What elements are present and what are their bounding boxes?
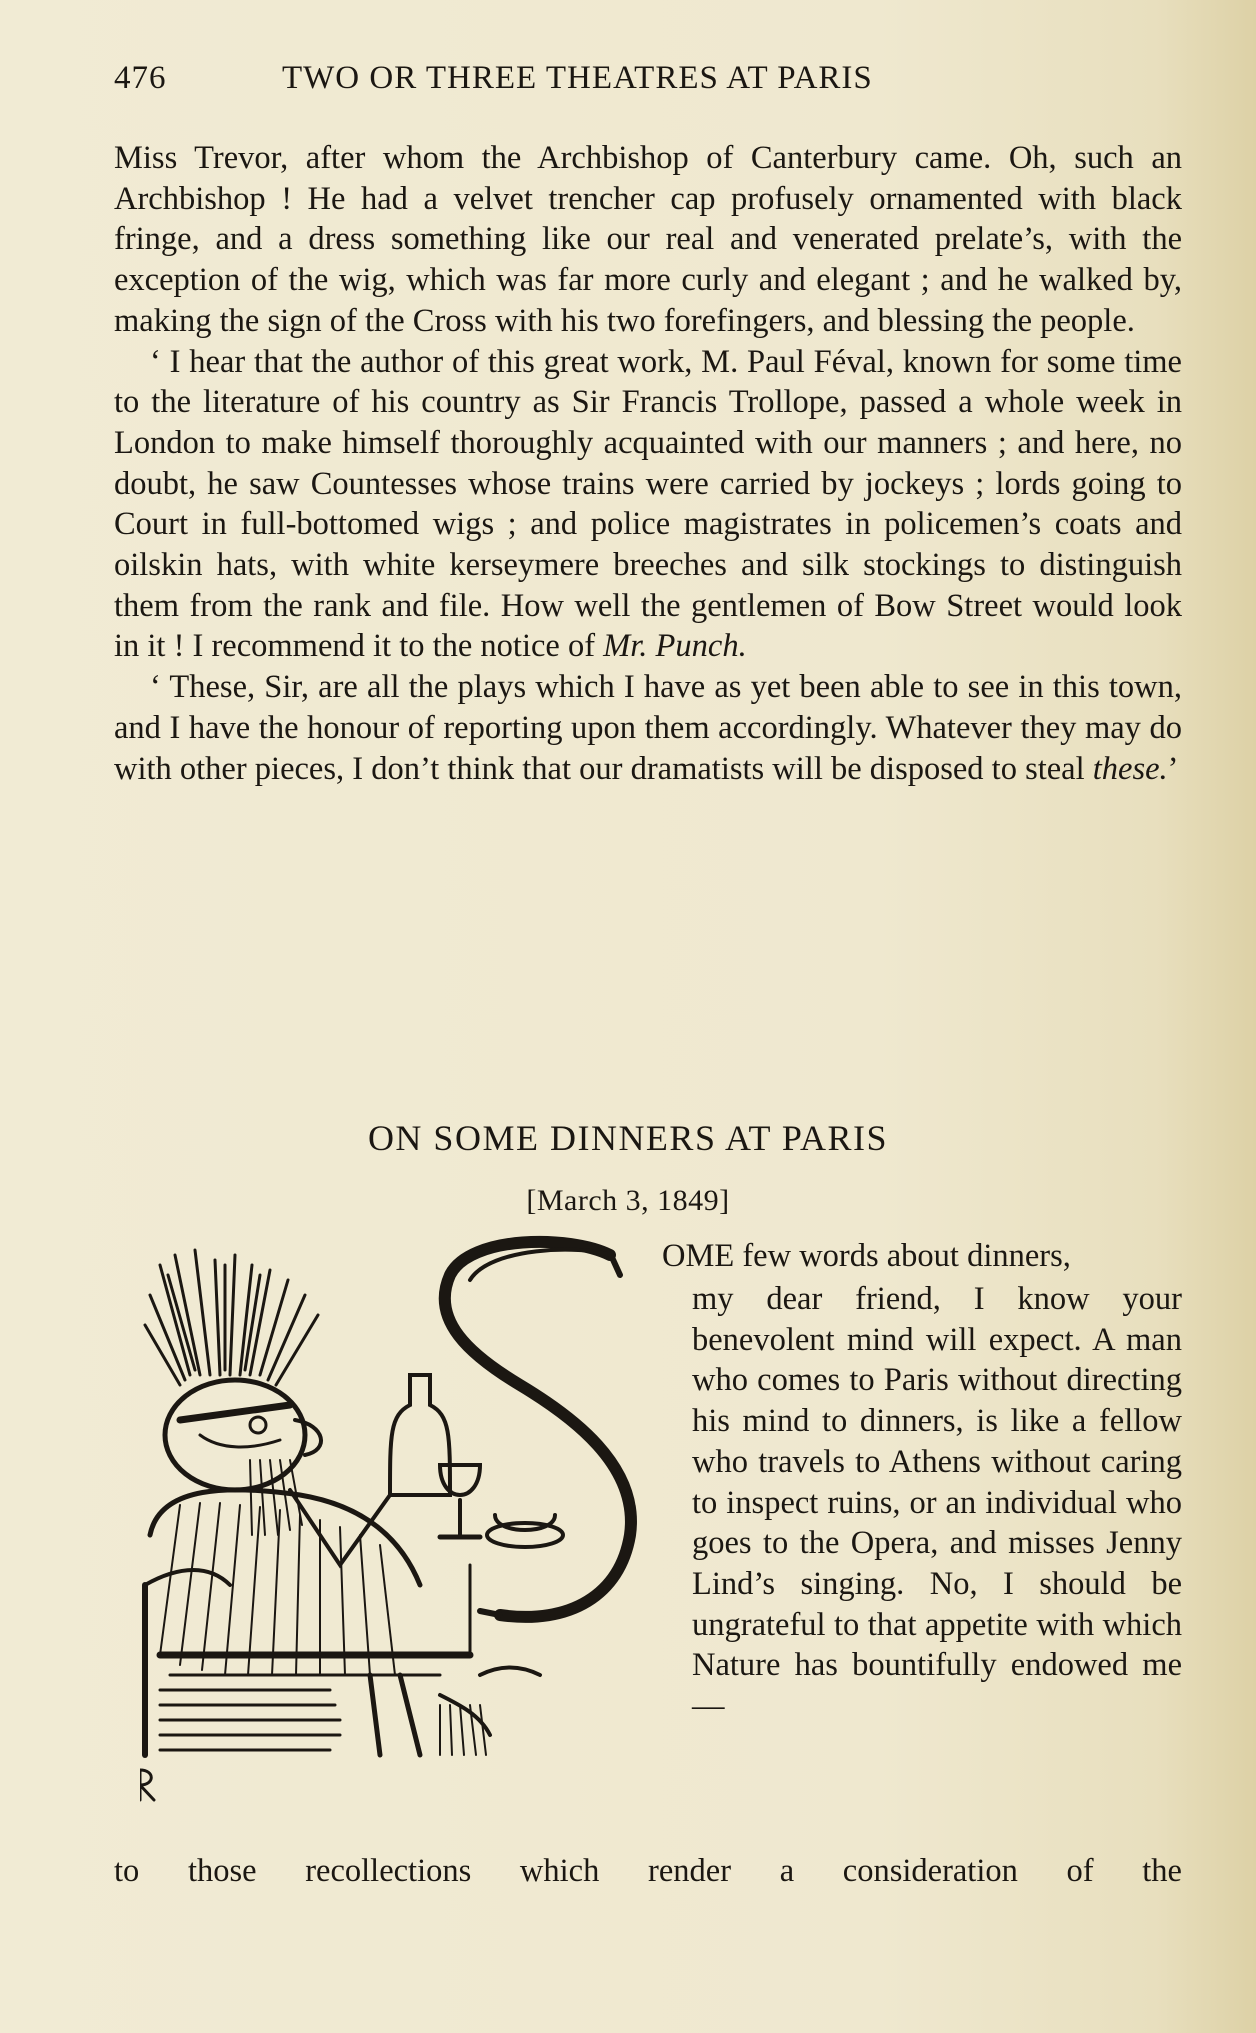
mr-punch-italic: Mr. Punch. [603,628,747,665]
section-title: ON SOME DINNERS AT PARIS [367,1118,889,1158]
running-header [114,60,1034,104]
section-first-line: OME few words about dinners, [662,1238,1071,1274]
page-number: 476 [114,60,167,96]
paragraph-plays-text: ‘ These, Sir, are all the plays which I have as yet been able to see in this town, and I have the honour of reporting upon them accordingly. Whatever they may do with other pieces, I don’t think that our dramatists will be disposed to steal [114,669,1182,787]
paragraph-plays [114,667,1182,789]
body-text [114,138,1182,789]
running-title: TWO OR THREE THEATRES AT PARIS [282,60,873,96]
paragraph-paul-feval [114,342,1182,668]
drop-cap-s-illustration-icon [140,1235,650,1805]
section-date: [March 3, 1849] [526,1184,730,1217]
paragraph-archbishop: Miss Trevor, after whom the Archbishop of Canterbury came. Oh, such an Archbishop ! He had a velvet trencher cap profusely ornamented with black fringe, and a dress something like our real and venerated prelate’s, with the exception of the wig, which was far more curly and elegant ; and he walked by, making the sign of the Cross with his two forefingers, and blessing the people. [114,140,1182,339]
these-italic: these. [1092,750,1168,787]
paragraph-paul-feval-text: ‘ I hear that the author of this great work, M. Paul Féval, known for some time to the literature of his country as Sir Francis Trollope, passed a whole week in London to make himself thoroughly acquainted with our manners ; and here, no doubt, he saw Countesses whose trains were carried by jockeys ; lords going to Court in full-bottomed wigs ; and police magistrates in policemen’s coats and oilskin hats, with white kerseymere breeches and silk stockings to distinguish them from the rank and file. How well the gentlemen of Bow Street would look in it ! I recommend it to the notice of [114,343,1182,665]
section-wrapped-text: my dear friend, I know your benevolent mind will expect. A man who comes to Paris without directing his mind to dinners, is like a fellow who travels to Athens without caring to inspect ruins, or an individual who goes to the Opera, and misses Jenny Lind’s singing. No, I should be ungrateful to that appetite with which Nature has bountifully endowed me— [692,1281,1182,1725]
section-last-line: to those recollections which render a consideration of the [114,1853,1182,1889]
closing-quote: ’ [1167,750,1179,787]
